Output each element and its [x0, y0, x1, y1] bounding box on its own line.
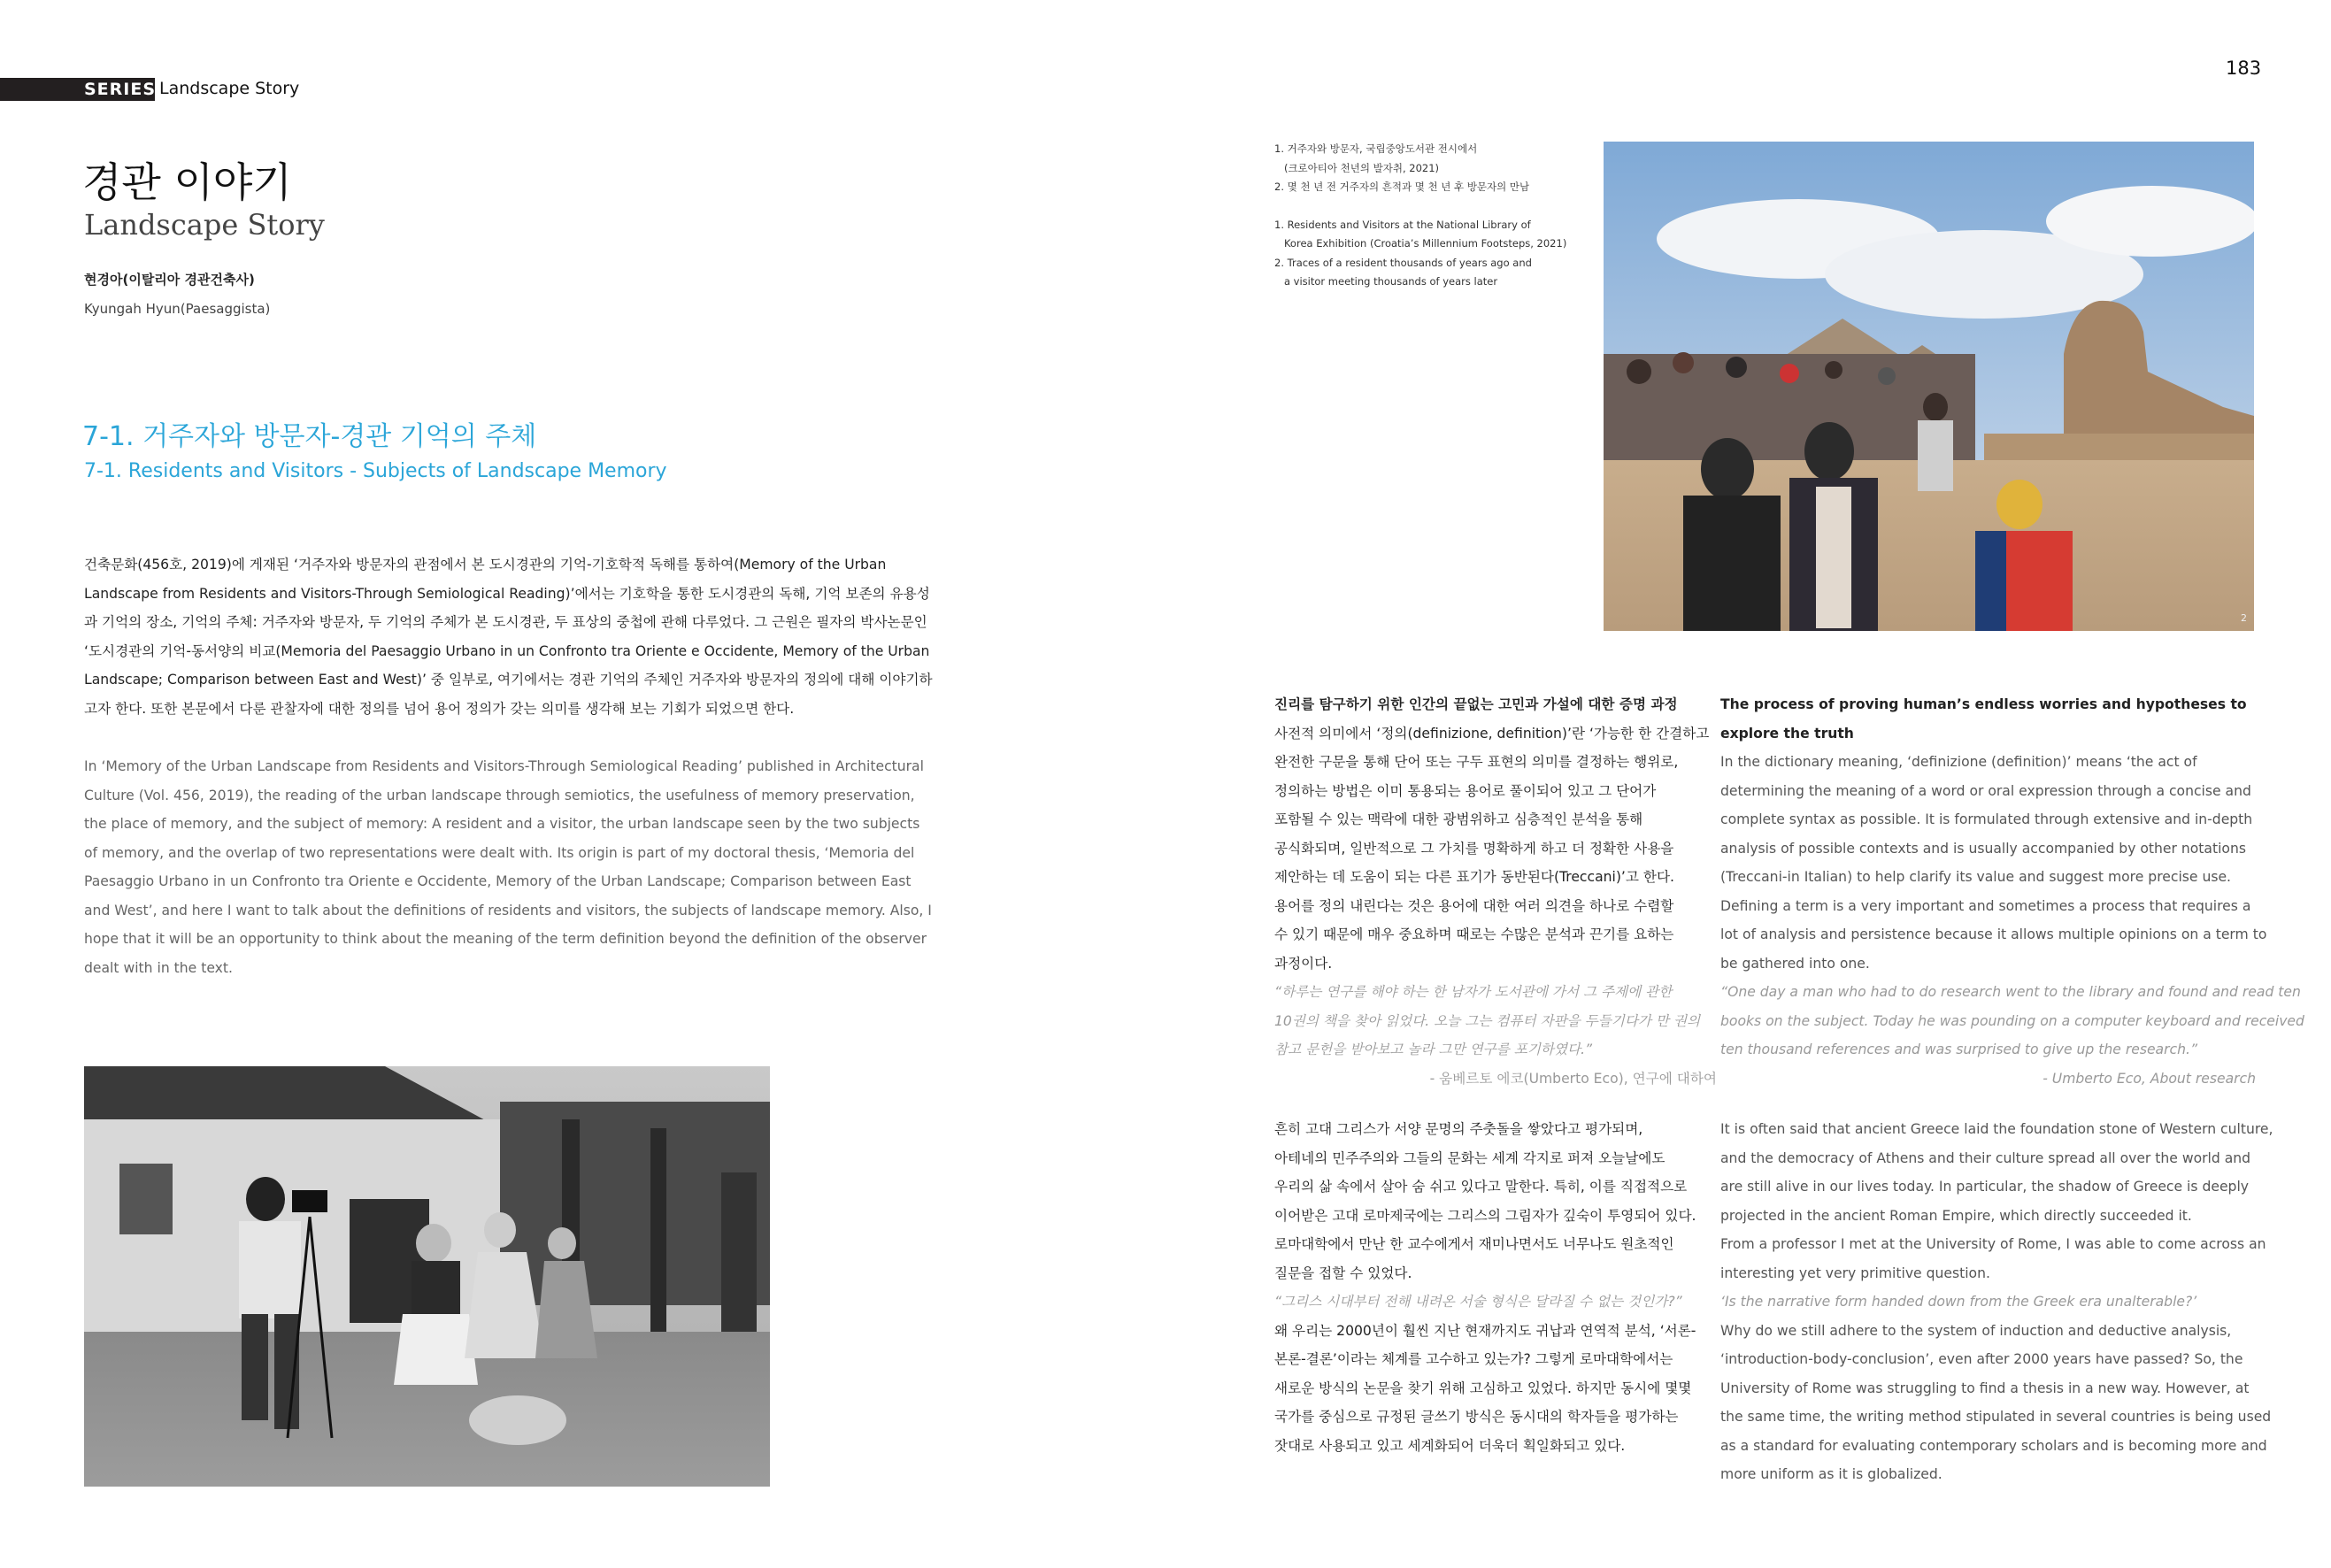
- text-line: the same time, the writing method stipulated in several countries is being used: [1720, 1409, 2272, 1425]
- text-line: 잣대로 사용되고 있고 세계화되어 더욱더 획일화되고 있다.: [1274, 1437, 1626, 1454]
- text-line: 흔히 고대 그리스가 서양 문명의 주춧돌을 쌓았다고 평가되며,: [1274, 1121, 1643, 1137]
- section-heading-korean: 7-1. 거주자와 방문자-경관 기억의 주체: [82, 421, 537, 452]
- quote-line: “그리스 시대부터 전해 내려온 서술 형식은 달라질 수 없는 것인가?”: [1274, 1294, 1682, 1310]
- subheading-english: The process of proving human’s endless worries and hypotheses to: [1720, 696, 2247, 712]
- text-line: 정의하는 방법은 이미 통용되는 용어로 풀이되어 있고 그 단어가: [1274, 782, 1657, 799]
- photo-number-2: 2: [2241, 612, 2247, 624]
- text-line: complete syntax as possible. It is formulated through extensive and in-depth: [1720, 811, 2253, 827]
- series-title: Landscape Story: [159, 79, 300, 98]
- photo-sphinx-visitors: [1604, 142, 2254, 631]
- text-line: 새로운 방식의 논문을 찾기 위해 고심하고 있었다. 하지만 동시에 몇몇: [1274, 1380, 1692, 1396]
- caption-en-2b: a visitor meeting thousands of years later: [1274, 275, 1498, 288]
- page-title-english: Landscape Story: [84, 208, 325, 242]
- photo-captions: [1274, 140, 1575, 292]
- text-line: and the democracy of Athens and their culture spread all over the world and: [1720, 1149, 2251, 1166]
- quote-line: 참고 문헌을 받아보고 놀라 그만 연구를 포기하였다.”: [1274, 1041, 1593, 1057]
- text-line: are still alive in our lives today. In particular, the shadow of Greece is deeply: [1720, 1179, 2250, 1195]
- quote-line: “One day a man who had to do research went to the library and found and read ten: [1720, 984, 2301, 1000]
- quote-attribution: - Umberto Eco, About research: [2043, 1070, 2256, 1087]
- subheading-korean: 진리를 탐구하기 위한 인간의 끝없는 고민과 가설에 대한 증명 과정: [1274, 696, 1678, 712]
- caption-en-2a: 2. Traces of a resident thousands of years ago and: [1274, 256, 1532, 269]
- series-tag: SERIES: [84, 80, 157, 99]
- text-line: as a standard for evaluating contemporary scholars and is becoming more and: [1720, 1437, 2267, 1454]
- text-line: From a professor I met at the University of Rome, I was able to come across an: [1720, 1236, 2266, 1252]
- text-line: 왜 우리는 2000년이 훨씬 지난 현재까지도 귀납과 연역적 분석, ‘서론-: [1274, 1322, 1696, 1339]
- text-line: 용어를 정의 내린다는 것은 용어에 대한 여러 의견을 하나로 수렴할: [1274, 897, 1674, 914]
- text-line: 로마대학에서 만난 한 교수에게서 재미나면서도 너무나도 원초적인: [1274, 1236, 1674, 1252]
- author-english: Kyungah Hyun(Paesaggista): [84, 301, 271, 317]
- text-line: 아테네의 민주주의와 그들의 문화는 세계 각지로 퍼져 오늘날에도: [1274, 1149, 1666, 1166]
- text-line: Defining a term is a very important and sometimes a process that requires a: [1720, 897, 2251, 914]
- right-korean-block-2: [1274, 1115, 1717, 1460]
- quote-attribution: - 움베르토 에코(Umberto Eco), 연구에 대하여: [1429, 1070, 1717, 1087]
- text-line: 사전적 의미에서 ‘정의(definizione, definition)’란 ‘가능한 한 간결하고: [1274, 725, 1710, 742]
- right-korean-block-1: [1274, 690, 1717, 1093]
- text-line: University of Rome was struggling to find a thesis in a new way. However, at: [1720, 1380, 2250, 1396]
- text-line: 국가를 중심으로 규정된 글쓰기 방식은 동시대의 학자들을 평가하는: [1274, 1409, 1679, 1425]
- text-line: be gathered into one.: [1720, 955, 1870, 972]
- text-line: 이어받은 고대 로마제국에는 그리스의 그림자가 깊숙이 투영되어 있다.: [1274, 1207, 1696, 1224]
- text-line: 과정이다.: [1274, 955, 1333, 972]
- section-heading-english: 7-1. Residents and Visitors - Subjects of Landscape Memory: [84, 460, 667, 482]
- caption-en-1b: Korea Exhibition (Croatia’s Millennium Footsteps, 2021): [1274, 237, 1567, 250]
- quote-line: “하루는 연구를 해야 하는 한 남자가 도서관에 가서 그 주제에 관한: [1274, 984, 1673, 1000]
- text-line: 완전한 구문을 통해 단어 또는 구두 표현의 의미를 결정하는 행위로,: [1274, 754, 1679, 770]
- text-line: In the dictionary meaning, ‘definizione (definition)’ means ‘the act of: [1720, 754, 2197, 770]
- text-line: 본론-결론’이라는 체계를 고수하고 있는가? 그렇게 로마대학에서는: [1274, 1351, 1673, 1367]
- caption-ko-1a: 1. 거주자와 방문자, 국립중앙도서관 전시에서: [1274, 142, 1478, 155]
- caption-en-1a: 1. Residents and Visitors at the National Library of: [1274, 218, 1531, 231]
- text-line: 질문을 접할 수 있었다.: [1274, 1264, 1412, 1281]
- photo-residents-and-visitors: [84, 1066, 770, 1487]
- intro-korean: 건축문화(456호, 2019)에 게재된 ‘거주자와 방문자의 관점에서 본 도시경관의 기억-기호학적 독해를 통하여(Memory of the Urban Landscape from Residents and Visitors-Through Semiological Reading)’에서는 기호학을 통한 도시경관의 독해, 기억 보존의 유용성과 기억의 장소, 기억의 주체: 거주자와 방문자, 두 기억의 주체가 본 도시경관, 두 표상의 중첩에 관해 다루었다. 그 근원은 필자의 박사논문인 ‘도시경관의 기억-동서양의 비교(Memoria del Paesaggio Urbano in un Confronto tra Oriente e Occidente, Memory of the Urban Landscape; Comparison between East and West)’ 중 일부로, 여기에서는 경관 기억의 주체인 거주자와 방문자의 정의에 대해 이야기하고자 한다. 또한 본문에서 다룬 관찰자에 대한 정의를 넘어 용어 정의가 갖는 의미를 생각해 보는 기회가 되었으면 한다.: [84, 557, 933, 717]
- text-line: lot of analysis and persistence because it allows multiple opinions on a term to: [1720, 926, 2267, 942]
- author-korean: 현경아(이탈리아 경관건축사): [84, 272, 255, 288]
- intro-english: In ‘Memory of the Urban Landscape from Residents and Visitors-Through Semiological Reading’ published in Architectural Culture (Vol. 456, 2019), the reading of the urban landscape through semiotics, the usefulness of memory preservation, the place of memory, and the subject of memory: A resident and a visitor, the urban landscape seen by the two subjects of memory, and the overlap of two representations were dealt with. Its origin is part of my doctoral thesis, ‘Memoria del Paesaggio Urbano in un Confronto tra Oriente e Occidente, Memory of the Urban Landscape; Comparison between East and West’, and here I want to talk about the definitions of residents and visitors, the subjects of landscape memory. Also, I hope that it will be an opportunity to think about the meaning of the term definition beyond the definition of the observer dealt with in the text.: [84, 758, 932, 976]
- page-title-korean: 경관 이야기: [82, 158, 292, 206]
- quote-line: books on the subject. Today he was pounding on a computer keyboard and received: [1720, 1012, 2304, 1029]
- quote-line: ‘Is the narrative form handed down from the Greek era unalterable?’: [1720, 1294, 2197, 1310]
- caption-ko-2: 2. 몇 천 년 전 거주자의 흔적과 몇 천 년 후 방문자의 만남: [1274, 181, 1530, 193]
- text-line: interesting yet very primitive question.: [1720, 1264, 1990, 1281]
- right-english-block-2: [1720, 1115, 2273, 1489]
- quote-line: ten thousand references and was surprised to give up the research.”: [1720, 1041, 2198, 1057]
- text-line: determining the meaning of a word or oral expression through a concise and: [1720, 782, 2251, 799]
- text-line: projected in the ancient Roman Empire, which directly succeeded it.: [1720, 1207, 2192, 1224]
- quote-line: 10권의 책을 찾아 읽었다. 오늘 그는 컴퓨터 자판을 두들기다가 만 권의: [1274, 1012, 1701, 1029]
- text-line: 수 있기 때문에 매우 중요하며 때로는 수많은 분석과 끈기를 요하는: [1274, 926, 1674, 942]
- text-line: 포함될 수 있는 맥락에 대한 광범위하고 심층적인 분석을 통해: [1274, 811, 1643, 827]
- subheading-english: explore the truth: [1720, 725, 1854, 742]
- text-line: ‘introduction-body-conclusion’, even after 2000 years have passed? So, the: [1720, 1351, 2243, 1367]
- text-line: 공식화되며, 일반적으로 그 가치를 명확하게 하고 더 정확한 사용을: [1274, 840, 1674, 857]
- text-line: 우리의 삶 속에서 살아 숨 쉬고 있다고 말한다. 특히, 이를 직접적으로: [1274, 1179, 1688, 1195]
- page-number: 183: [2226, 58, 2262, 79]
- text-line: 제안하는 데 도움이 되는 다른 표기가 동반된다(Treccani)’고 한다.: [1274, 869, 1674, 885]
- text-line: analysis of possible contexts and is usually accompanied by other notations: [1720, 840, 2246, 857]
- text-line: more uniform as it is globalized.: [1720, 1466, 1942, 1482]
- caption-ko-1b: (크로아티아 천년의 발자취, 2021): [1274, 161, 1440, 174]
- text-line: It is often said that ancient Greece laid the foundation stone of Western culture,: [1720, 1121, 2273, 1137]
- text-line: Why do we still adhere to the system of induction and deductive analysis,: [1720, 1322, 2232, 1339]
- text-line: (Treccani-in Italian) to help clarify its value and suggest more precise use.: [1720, 869, 2232, 885]
- right-english-block-1: [1720, 690, 2304, 1093]
